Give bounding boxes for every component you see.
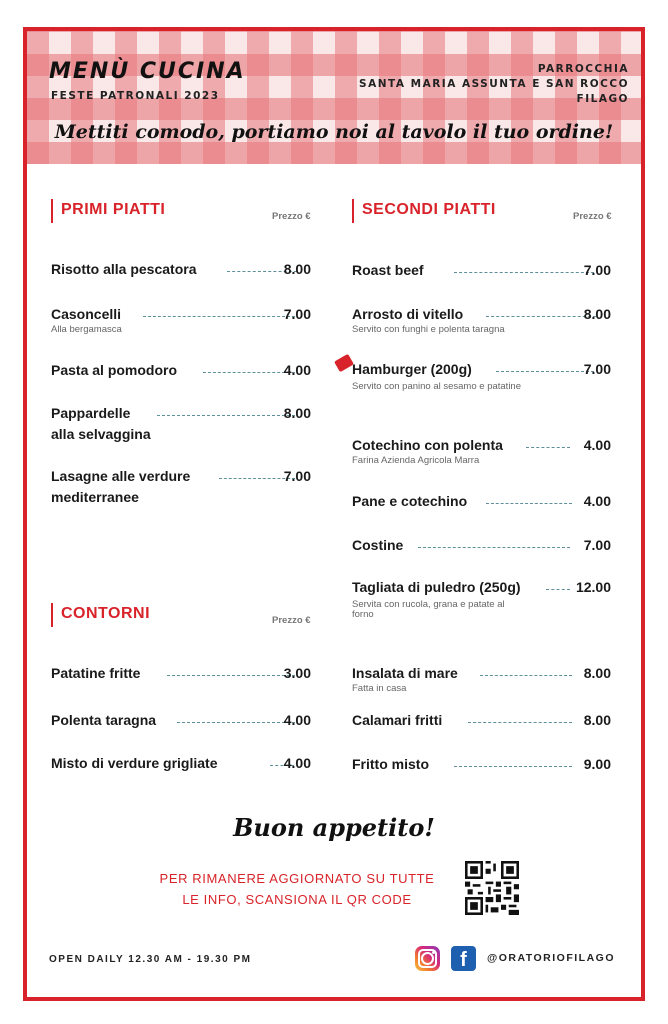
leader-dots bbox=[418, 547, 570, 548]
item-name: Pappardelle bbox=[51, 405, 131, 421]
item-name: Cotechino con polenta bbox=[352, 437, 503, 453]
item-price: 4.00 bbox=[283, 712, 311, 728]
item-name: Roast beef bbox=[352, 262, 424, 278]
parish-info bbox=[359, 62, 629, 107]
item-name: Misto di verdure grigliate bbox=[51, 755, 218, 771]
item-price: 4.00 bbox=[283, 755, 311, 771]
social-handle[interactable]: @ORATORIOFILAGO bbox=[487, 952, 616, 964]
instagram-dot bbox=[432, 951, 435, 954]
item-price: 12.00 bbox=[575, 579, 611, 595]
item-price: 8.00 bbox=[283, 261, 311, 277]
item-price: 8.00 bbox=[583, 665, 611, 681]
section-bar bbox=[51, 603, 53, 627]
leader-dots bbox=[468, 722, 572, 723]
parish-line: PARROCCHIA bbox=[537, 63, 629, 75]
item-price: 7.00 bbox=[583, 537, 611, 553]
item-price: 7.00 bbox=[583, 262, 611, 278]
item-description: Servito con funghi e polenta taragna bbox=[352, 324, 505, 335]
leader-dots bbox=[526, 447, 570, 448]
item-name: Costine bbox=[352, 537, 404, 553]
section-bar bbox=[352, 199, 354, 223]
item-price: 3.00 bbox=[283, 665, 311, 681]
price-header: Prezzo € bbox=[573, 211, 612, 222]
parish-line: FILAGO bbox=[576, 93, 629, 105]
item-name: Tagliata di puledro (250g) bbox=[352, 579, 521, 595]
item-price: 4.00 bbox=[583, 493, 611, 509]
menu-title: MENÙ CUCINA bbox=[49, 59, 246, 84]
menu-subtitle: FESTE PATRONALI 2023 bbox=[51, 90, 220, 102]
gingham-header bbox=[27, 31, 641, 164]
item-price: 4.00 bbox=[283, 362, 311, 378]
item-name-line2: alla selvaggina bbox=[51, 426, 151, 442]
leader-dots bbox=[486, 503, 572, 504]
item-name: Lasagne alle verdure bbox=[51, 468, 191, 484]
item-price: 8.00 bbox=[283, 405, 311, 421]
item-description: Fatta in casa bbox=[352, 683, 407, 694]
item-price: 4.00 bbox=[583, 437, 611, 453]
item-name: Calamari fritti bbox=[352, 712, 443, 728]
item-price: 7.00 bbox=[283, 306, 311, 322]
item-description-line2: forno bbox=[352, 609, 374, 620]
price-header: Prezzo € bbox=[272, 615, 311, 626]
qr-code-icon[interactable] bbox=[465, 861, 519, 915]
item-name: Risotto alla pescatora bbox=[51, 261, 197, 277]
item-name: Casoncelli bbox=[51, 306, 122, 322]
new-badge-icon bbox=[334, 354, 354, 372]
section-bar bbox=[51, 199, 53, 223]
leader-dots bbox=[546, 589, 570, 590]
item-price: 9.00 bbox=[583, 756, 611, 772]
parish-line: SANTA MARIA ASSUNTA E SAN ROCCO bbox=[359, 78, 629, 90]
item-description: Servito con panino al sesamo e patatine bbox=[352, 381, 521, 392]
instagram-icon[interactable] bbox=[415, 946, 440, 971]
item-description: Servita con rucola, grana e patate al bbox=[352, 599, 505, 610]
item-price: 7.00 bbox=[583, 361, 611, 377]
qr-instructions bbox=[147, 868, 447, 910]
item-name: Hamburger (200g) bbox=[352, 361, 472, 377]
menu-frame bbox=[23, 27, 645, 1001]
qr-instructions-line: PER RIMANERE AGGIORNATO SU TUTTE bbox=[159, 871, 435, 886]
opening-hours: OPEN DAILY 12.30 AM - 19.30 PM bbox=[49, 954, 252, 965]
item-name: Patatine fritte bbox=[51, 665, 141, 681]
item-name: Pasta al pomodoro bbox=[51, 362, 178, 378]
item-name: Fritto misto bbox=[352, 756, 429, 772]
facebook-icon[interactable]: f bbox=[451, 946, 476, 971]
leader-dots bbox=[480, 675, 572, 676]
item-description: Farina Azienda Agricola Marra bbox=[352, 455, 480, 466]
item-name: Insalata di mare bbox=[352, 665, 458, 681]
item-name: Polenta taragna bbox=[51, 712, 157, 728]
buon-appetito: Buon appetito! bbox=[233, 813, 435, 842]
price-header: Prezzo € bbox=[272, 211, 311, 222]
item-description: Alla bergamasca bbox=[51, 324, 122, 335]
item-price: 7.00 bbox=[283, 468, 311, 484]
instagram-lens bbox=[421, 952, 434, 965]
section-label: CONTORNI bbox=[61, 605, 151, 622]
tagline: Mettiti comodo, portiamo noi al tavolo il tuo ordine! bbox=[54, 121, 614, 143]
item-price: 8.00 bbox=[583, 712, 611, 728]
leader-dots bbox=[454, 766, 572, 767]
item-name: Arrosto di vitello bbox=[352, 306, 464, 322]
section-label: PRIMI PIATTI bbox=[61, 201, 166, 218]
qr-instructions-line: LE INFO, SCANSIONA IL QR CODE bbox=[182, 892, 412, 907]
section-label: SECONDI PIATTI bbox=[362, 201, 496, 218]
item-name: Pane e cotechino bbox=[352, 493, 468, 509]
item-price: 8.00 bbox=[583, 306, 611, 322]
item-name-line2: mediterranee bbox=[51, 489, 139, 505]
